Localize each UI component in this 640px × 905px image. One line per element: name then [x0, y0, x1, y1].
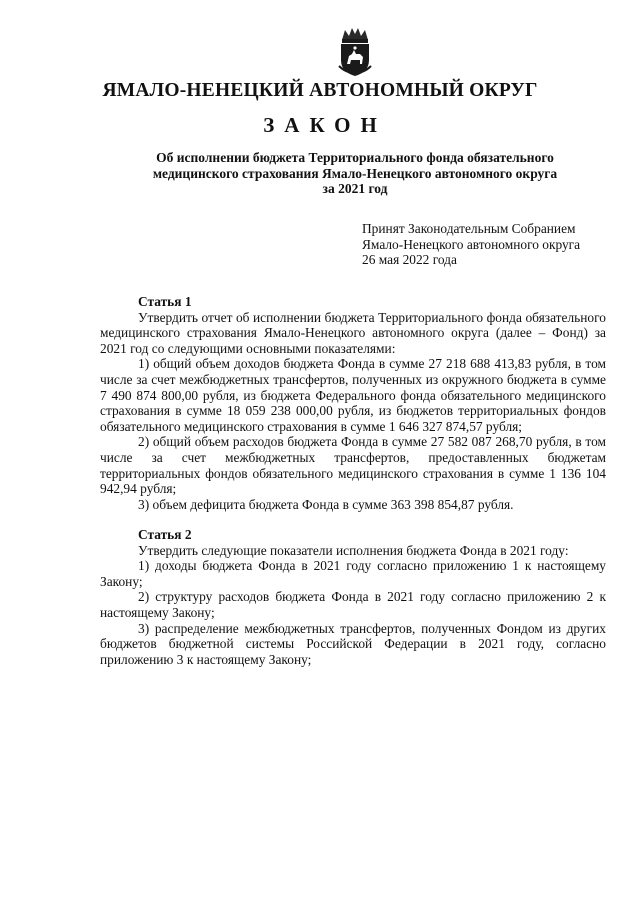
- law-title-line: медицинского страхования Ямало-Ненецкого автономного округа: [152, 165, 558, 181]
- article-intro: Утвердить отчет об исполнении бюджета Территориального фонда обязательного медицинского страхования Ямало-Ненецкого автономного округа (далее – Фонд) за 2021 год со следующими основными показателями:: [100, 309, 606, 356]
- article-heading: Статья 2: [138, 527, 192, 542]
- article-item: 3) распределение межбюджетных трансфертов, полученных Фондом из других бюджетов бюджетной системы Российской Федерации в 2021 году, согласно приложению 3 к настоящему Закону;: [100, 620, 606, 667]
- article-heading: Статья 1: [138, 294, 192, 309]
- article-2: [100, 527, 606, 667]
- article-item: 1) общий объем доходов бюджета Фонда в сумме 27 218 688 413,83 рубля, в том числе за счет межбюджетных трансфертов, полученных из окружного бюджета в сумме 7 490 874 800,00 рубля, из бюджета Федерального фонда обязательного медицинского страхования в сумме 18 059 238 000,00 рубля, из бюджетов территориальных фондов обязательного медицинского страхования в сумме 1 646 327 874,57 рубля;: [100, 356, 606, 434]
- article-item: 2) общий объем расходов бюджета Фонда в сумме 27 582 087 268,70 рубля, в том числе за счет межбюджетных трансфертов, предоставленных бюджетам территориальных фондов обязательного медицинского страхования в сумме 1 136 104 942,94 рубля;: [100, 434, 606, 497]
- article-item: 2) структуру расходов бюджета Фонда в 2021 году согласно приложению 2 к настоящему Закону;: [100, 589, 606, 620]
- article-intro: Утвердить следующие показатели исполнения бюджета Фонда в 2021 году:: [138, 542, 569, 558]
- law-title-line: Об исполнении бюджета Территориального фонда обязательного: [156, 150, 554, 165]
- document-type-heading: ЗАКОН: [263, 113, 387, 137]
- adoption-line: Принят Законодательным Собранием: [362, 221, 576, 236]
- adoption-date: 26 мая 2022 года: [362, 252, 457, 267]
- law-title-line: за 2021 год: [322, 181, 388, 196]
- law-title: [60, 150, 640, 197]
- article-item: 1) доходы бюджета Фонда в 2021 году согласно приложению 1 к настоящему Закону;: [100, 558, 606, 589]
- adoption-line: Ямало-Ненецкого автономного округа: [362, 236, 581, 252]
- article-1: [100, 294, 606, 512]
- adoption-note: [362, 221, 580, 268]
- article-item: 3) объем дефицита бюджета Фонда в сумме 363 398 854,87 рубля.: [138, 496, 514, 512]
- coat-of-arms-emblem: [334, 26, 376, 78]
- region-heading: ЯМАЛО-НЕНЕЦКИЙ АВТОНОМНЫЙ ОКРУГ: [102, 80, 538, 101]
